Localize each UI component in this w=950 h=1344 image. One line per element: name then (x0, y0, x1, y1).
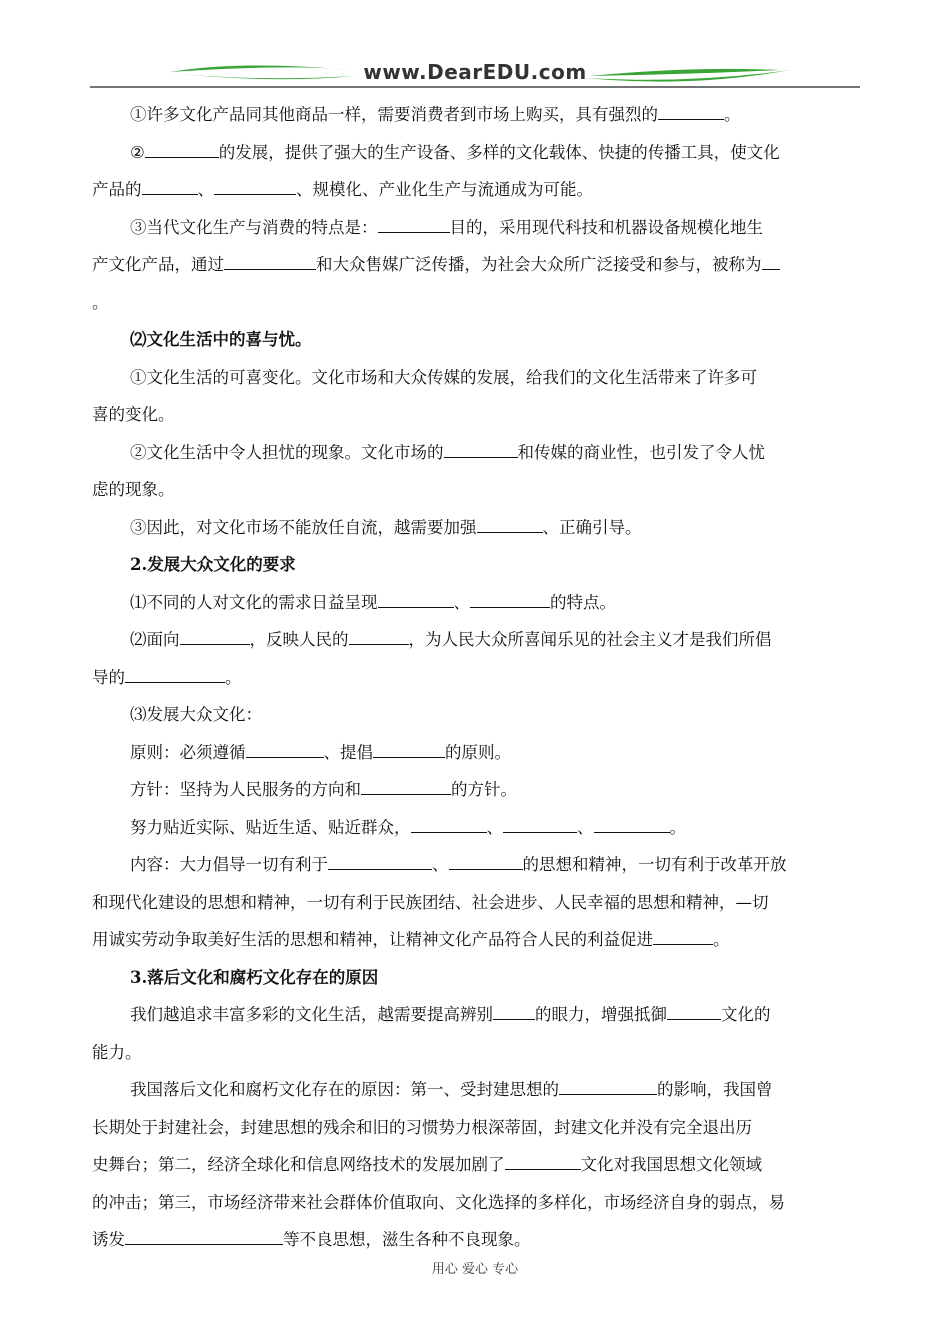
text-line: 的冲击；第三，市场经济带来社会群体价值取向、文化选择的多样化，市场经济自身的弱点，易 (92, 1192, 785, 1212)
fill-blank (444, 439, 518, 457)
fill-blank (373, 739, 445, 757)
text-line: ⑵面向 ，反映人民的 ，为人民大众所喜闻乐见的社会主义才是我们所倡 (92, 621, 860, 659)
fill-blank (246, 739, 324, 757)
fill-blank (214, 177, 296, 195)
fill-blank (411, 814, 487, 832)
text-line: ⑶发展大众文化： (130, 705, 262, 724)
text-line: 用诚实劳动争取美好生活的思想和精神，让精神文化产品符合人民的利益促进 。 (92, 921, 860, 959)
section-heading: 2.发展大众文化的要求 (130, 555, 296, 574)
text-line: 内容：大力倡导一切有利于 、 的思想和精神，一切有利于改革开放 (92, 846, 860, 884)
fill-blank (470, 589, 550, 607)
page-header (90, 58, 860, 90)
fill-blank (503, 814, 577, 832)
fill-blank (125, 1227, 283, 1245)
fill-blank (505, 1152, 581, 1170)
fill-blank (145, 139, 219, 157)
fill-blank (180, 627, 250, 645)
fill-blank (762, 252, 780, 270)
text-line: 诱发 等不良思想，滋生各种不良现象。 (92, 1221, 860, 1259)
text-line: 喜的变化。 (92, 405, 175, 424)
text-line: 我国落后文化和腐朽文化存在的原因：第一、受封建思想的 的影响，我国曾 (92, 1071, 860, 1109)
fill-blank (349, 627, 409, 645)
fill-blank (594, 814, 670, 832)
section-heading: ⑵文化生活中的喜与忧。 (130, 330, 312, 349)
fill-blank (142, 177, 198, 195)
text-line: ①文化生活的可喜变化。文化市场和大众传媒的发展，给我们的文化生活带来了许多可 (130, 367, 757, 387)
text-line: ③当代文化生产与消费的特点是： 目的，采用现代科技和机器设备规模化地生 (92, 209, 860, 247)
text-line: 史舞台；第二，经济全球化和信息网络技术的发展加剧了 文化对我国思想文化领域 (92, 1146, 860, 1184)
fill-blank (477, 514, 543, 532)
fill-blank (125, 664, 225, 682)
fill-blank (361, 777, 451, 795)
text-line: 导的 。 (92, 659, 860, 697)
text-line: 产文化产品，通过 和大众售媒广泛传播，为社会大众所广泛接受和参与，被称为 (92, 246, 860, 284)
fill-blank (378, 589, 454, 607)
text-line: 虑的现象。 (92, 480, 175, 499)
fill-blank (224, 252, 316, 270)
text-line: ③因此，对文化市场不能放任自流，越需要加强 、正确引导。 (92, 509, 860, 547)
fill-blank (667, 1002, 721, 1020)
text-line: 我们越追求丰富多彩的文化生活，越需要提高辨别 的眼力，增强抵御 文化的 (92, 996, 860, 1034)
text-line: 方针：坚持为人民服务的方向和 的方针。 (92, 771, 860, 809)
text-line: ②文化生活中令人担忧的现象。文化市场的 和传媒的商业性，也引发了令人忧 (92, 434, 860, 472)
text-line: ⑴不同的人对文化的需求日益呈现 、 的特点。 (92, 584, 860, 622)
document-body (92, 96, 860, 1259)
text-line: ② 的发展，提供了强大的生产设备、多样的文化载体、快捷的传播工具，使文化 (92, 134, 860, 172)
fill-blank (658, 102, 724, 120)
section-heading: 3.落后文化和腐朽文化存在的原因 (130, 967, 379, 987)
text-line: 长期处于封建社会，封建思想的残余和旧的习惯势力根深蒂固，封建文化并没有完全退出历 (92, 1117, 752, 1137)
text-line: ①许多文化产品同其他商品一样，需要消费者到市场上购买，具有强烈的 。 (92, 96, 860, 134)
text-line: 和现代化建设的思想和精神，一切有利于民族团结、社会进步、人民幸福的思想和精神，—切 (92, 892, 769, 912)
fill-blank (328, 852, 432, 870)
page-footer: 用心 爱心 专心 (431, 1262, 519, 1277)
fill-blank (378, 214, 450, 232)
text-line: 努力贴近实际、贴近生适、贴近群众， 、 、 。 (92, 809, 860, 847)
fill-blank (559, 1077, 657, 1095)
text-line: 原则：必须遵循 、提倡 的原则。 (92, 734, 860, 772)
site-logo: www.DearEDU.com (363, 60, 587, 84)
fill-blank (653, 927, 713, 945)
fill-blank (493, 1002, 535, 1020)
text-line: 。 (92, 292, 109, 312)
text-line: 产品的 、 、规模化、产业化生产与流通成为可能。 (92, 171, 860, 209)
text-line: 能力。 (92, 1042, 142, 1062)
fill-blank (449, 852, 523, 870)
